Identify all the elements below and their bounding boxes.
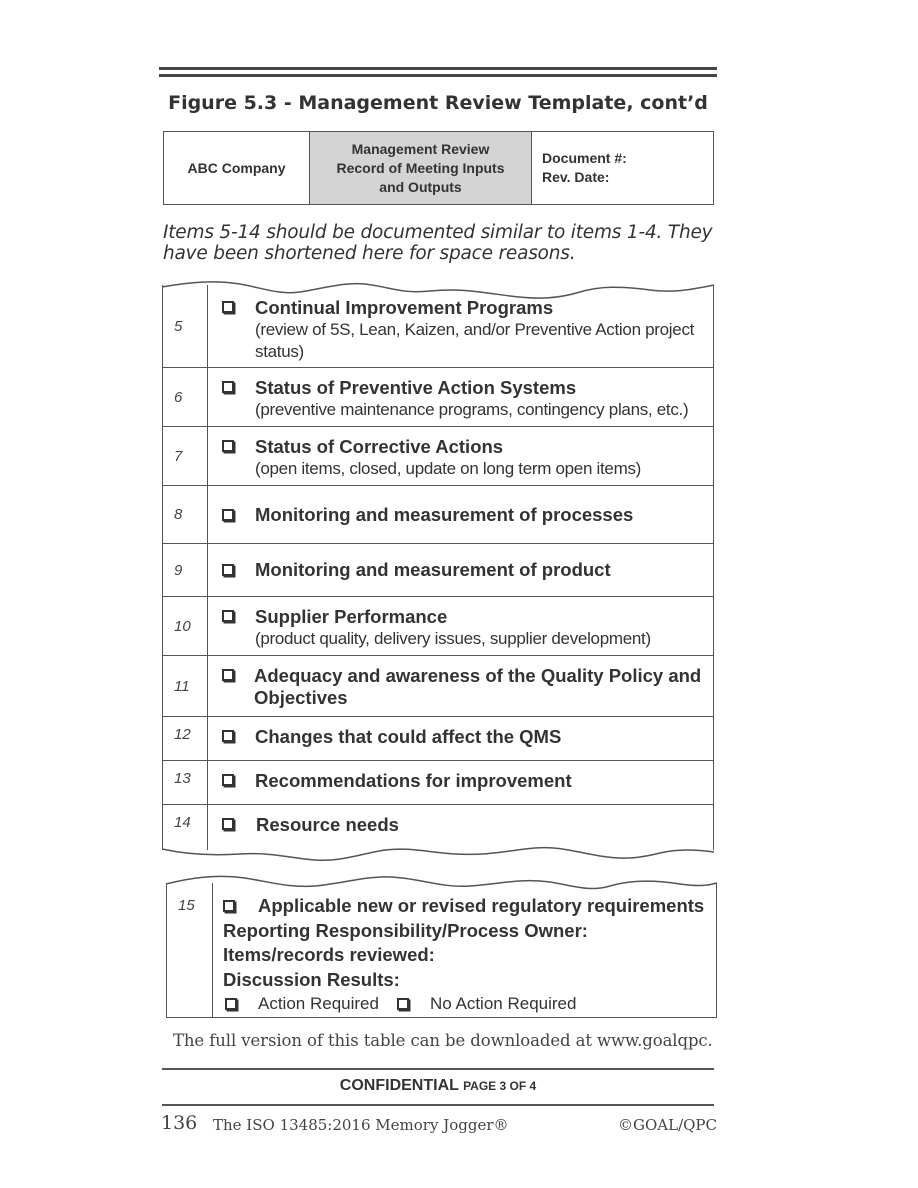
- item-title: Changes that could affect the QMS: [255, 726, 562, 747]
- item-title: Continual Improvement Programs: [255, 297, 554, 318]
- table-row: [163, 656, 713, 717]
- checkbox[interactable]: [222, 669, 234, 681]
- document-info: [532, 132, 713, 204]
- form-title: [310, 132, 532, 204]
- company-name: ABC Company: [164, 132, 310, 204]
- item-title-cont: Objectives: [254, 687, 348, 708]
- table-row: [163, 285, 713, 368]
- table-row: [163, 544, 713, 597]
- divider-rule-1: [162, 1068, 714, 1070]
- page-number: 136: [161, 1112, 198, 1134]
- note-line1: Items 5-14 should be documented similar to items 1-4. They: [163, 222, 713, 243]
- rev-date-label: Rev. Date:: [542, 169, 610, 185]
- item-title: Resource needs: [256, 814, 399, 835]
- note-line2: have been shortened here for space reasons.: [163, 243, 576, 264]
- checkbox[interactable]: [222, 509, 234, 521]
- item-title: Monitoring and measurement of product: [255, 559, 611, 580]
- document-number-label: Document #:: [542, 150, 627, 166]
- action-required-checkbox[interactable]: [225, 998, 237, 1010]
- item-number: 10: [163, 597, 208, 655]
- checkbox[interactable]: [223, 900, 235, 912]
- checkbox[interactable]: [222, 564, 234, 576]
- checkbox[interactable]: [222, 301, 234, 313]
- item-number: 9: [163, 544, 208, 596]
- checkbox[interactable]: [222, 730, 234, 742]
- table-row: [163, 427, 713, 486]
- discussion-results: Discussion Results:: [223, 968, 400, 990]
- table-row: [163, 761, 713, 805]
- reporting-responsibility: Reporting Responsibility/Process Owner:: [223, 919, 588, 941]
- item-title: Status of Preventive Action Systems: [255, 377, 577, 398]
- item-number: 11: [163, 656, 208, 716]
- checkbox[interactable]: [222, 818, 234, 830]
- item-title: Adequacy and awareness of the Quality Policy and: [254, 665, 702, 686]
- table-row: [163, 717, 713, 761]
- item-number: 8: [163, 486, 208, 543]
- item-title: Recommendations for improvement: [255, 770, 572, 791]
- item-number: 6: [163, 368, 208, 426]
- items-table: [162, 285, 714, 850]
- download-footnote: The full version of this table can be downloaded at www.goalqpc.: [173, 1031, 713, 1050]
- top-rule-2: [159, 74, 717, 77]
- checkbox[interactable]: [222, 774, 234, 786]
- action-options: [223, 992, 704, 1016]
- item-description: (review of 5S, Lean, Kaizen, and/or Preventive Action project: [255, 320, 695, 339]
- checkbox[interactable]: [222, 381, 234, 393]
- no-action-required-label: No Action Required: [429, 994, 577, 1013]
- item-number: 12: [163, 717, 208, 760]
- item-title: Applicable new or revised regulatory requirements: [258, 895, 705, 916]
- top-rule-1: [159, 67, 717, 70]
- table-row: [163, 486, 713, 544]
- item-description-cont: status): [255, 342, 304, 361]
- item-title: Monitoring and measurement of processes: [255, 503, 634, 525]
- confidential-marking: [162, 1077, 714, 1095]
- item-number: 15: [167, 883, 213, 1017]
- item-15-box: [166, 883, 717, 1018]
- item-number: 14: [163, 805, 208, 850]
- item-description: (preventive maintenance programs, contingency plans, etc.): [255, 400, 689, 419]
- book-title: The ISO 13485:2016 Memory Jogger®: [213, 1116, 509, 1134]
- item-number: 13: [163, 761, 208, 804]
- table-row: [163, 597, 713, 656]
- form-title-line3: and Outputs: [379, 178, 462, 195]
- figure-title: Figure 5.3 - Management Review Template, cont’d: [168, 92, 708, 114]
- table-row: [163, 368, 713, 427]
- item-15-title-line: [223, 894, 704, 919]
- shortened-note: [163, 222, 723, 264]
- checkbox[interactable]: [222, 610, 234, 622]
- page-of-label: PAGE 3 OF 4: [463, 1079, 537, 1093]
- item-title: Status of Corrective Actions: [255, 436, 504, 457]
- confidential-label: CONFIDENTIAL: [339, 1077, 459, 1094]
- form-title-line1: Management Review: [351, 140, 490, 157]
- no-action-required-checkbox[interactable]: [397, 998, 409, 1010]
- copyright: ©GOAL/QPC: [618, 1116, 717, 1134]
- checkbox[interactable]: [222, 440, 234, 452]
- form-title-line2: Record of Meeting Inputs: [336, 159, 505, 176]
- item-number: 7: [163, 427, 208, 485]
- item-description: (product quality, delivery issues, supplier development): [255, 629, 651, 648]
- item-description: (open items, closed, update on long term open items): [255, 459, 642, 478]
- divider-rule-2: [162, 1104, 714, 1106]
- item-title: Supplier Performance: [255, 606, 448, 627]
- item-number: 5: [163, 285, 208, 367]
- action-required-label: Action Required: [258, 994, 379, 1013]
- header-table: [163, 131, 714, 205]
- items-records-reviewed: Items/records reviewed:: [223, 944, 435, 965]
